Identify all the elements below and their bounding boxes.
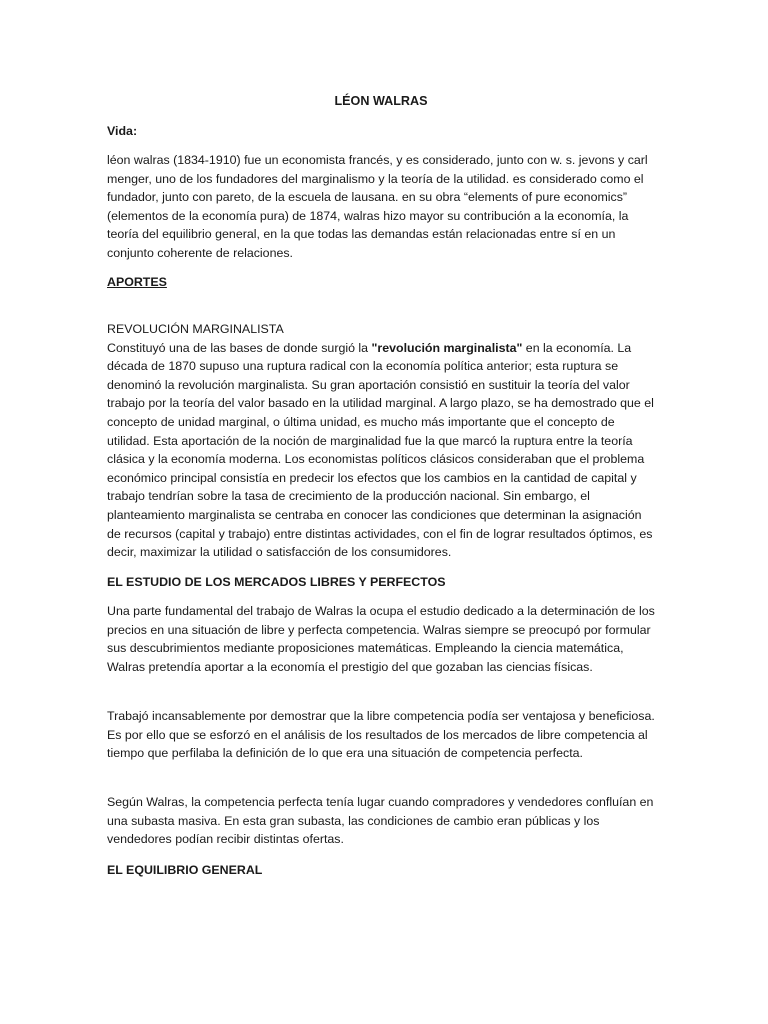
mercados-paragraph-2: Trabajó incansablemente por demostrar que la libre competencia podía ser ventajosa y beneficiosa. Es por ello que se esforzó en el análisis de los resultados de los mercados de libre competencia al tiempo que perfilaba la definición de lo que era una situación de competencia perfecta. (107, 709, 655, 761)
revolucion-text-after: en la economía. La década de 1870 supuso una ruptura radical con la economía política anterior; esta ruptura se denominó la revolución marginalista. Su gran aportación consistió en sustituir la teoría del valor trabajo por la teoría del valor basado en la utilidad marginal. A largo plazo, se ha demostrado que el concepto de unidad marginal, o última unidad, es mucho más importante que el concepto de utilidad. Esta aportación de la noción de marginalidad fue la que marcó la ruptura entre la teoría clásica y la economía moderna. Los economistas políticos clásicos consideraban que el problema económico principal consistía en predecir los efectos que los cambios en la cantidad de capital y trabajo tendrían sobre la tasa de crecimiento de la producción nacional. Sin embargo, el planteamiento marginalista se centraba en conocer las condiciones que determinan la asignación de recursos (capital y trabajo) entre distintas actividades, con el fin de lograr resultados óptimos, es decir, maximizar la utilidad o satisfacción de los consumidores. (107, 340, 654, 560)
revolucion-section (107, 320, 655, 562)
vida-heading: Vida: (107, 124, 138, 138)
aportes-heading: APORTES (107, 275, 167, 289)
mercados-paragraph-1: Una parte fundamental del trabajo de Walras la ocupa el estudio dedicado a la determinación de los precios en una situación de libre y perfecta competencia. Walras siempre se preocupó por formular sus descubrimientos mediante proposiciones matemáticas. Empleando la ciencia matemática, Walras pretendía aportar a la economía el prestigio del que gozaban las ciencias físicas. (107, 604, 655, 674)
revolucion-text-before: Constituyó una de las bases de donde surgió la (107, 340, 372, 355)
revolucion-bold-phrase: "revolución marginalista" (371, 340, 523, 355)
equilibrio-heading: EL EQUILIBRIO GENERAL (107, 863, 263, 877)
mercados-heading: EL ESTUDIO DE LOS MERCADOS LIBRES Y PERFECTOS (107, 575, 446, 589)
revolucion-heading: REVOLUCIÓN MARGINALISTA (107, 322, 284, 336)
vida-paragraph: léon walras (1834-1910) fue un economista francés, y es considerado, junto con w. s. jevons y carl menger, uno de los fundadores del marginalismo y la teoría de la utilidad. es considerado como el fundador, junto con pareto, de la escuela de lausana. en su obra “elements of pure economics” (elementos de la economía pura) de 1874, walras hizo mayor su contribución a la economía, la teoría del equilibrio general, en la que todas las demandas están relacionadas entre sí en un conjunto coherente de relaciones. (107, 153, 648, 260)
document-title: LÉON WALRAS (334, 94, 428, 108)
revolucion-paragraph (107, 339, 655, 562)
mercados-paragraph-3: Según Walras, la competencia perfecta tenía lugar cuando compradores y vendedores confluían en una subasta masiva. En esta gran subasta, las condiciones de cambio eran públicas y los vendedores podían recibir distintas ofertas. (107, 795, 654, 847)
